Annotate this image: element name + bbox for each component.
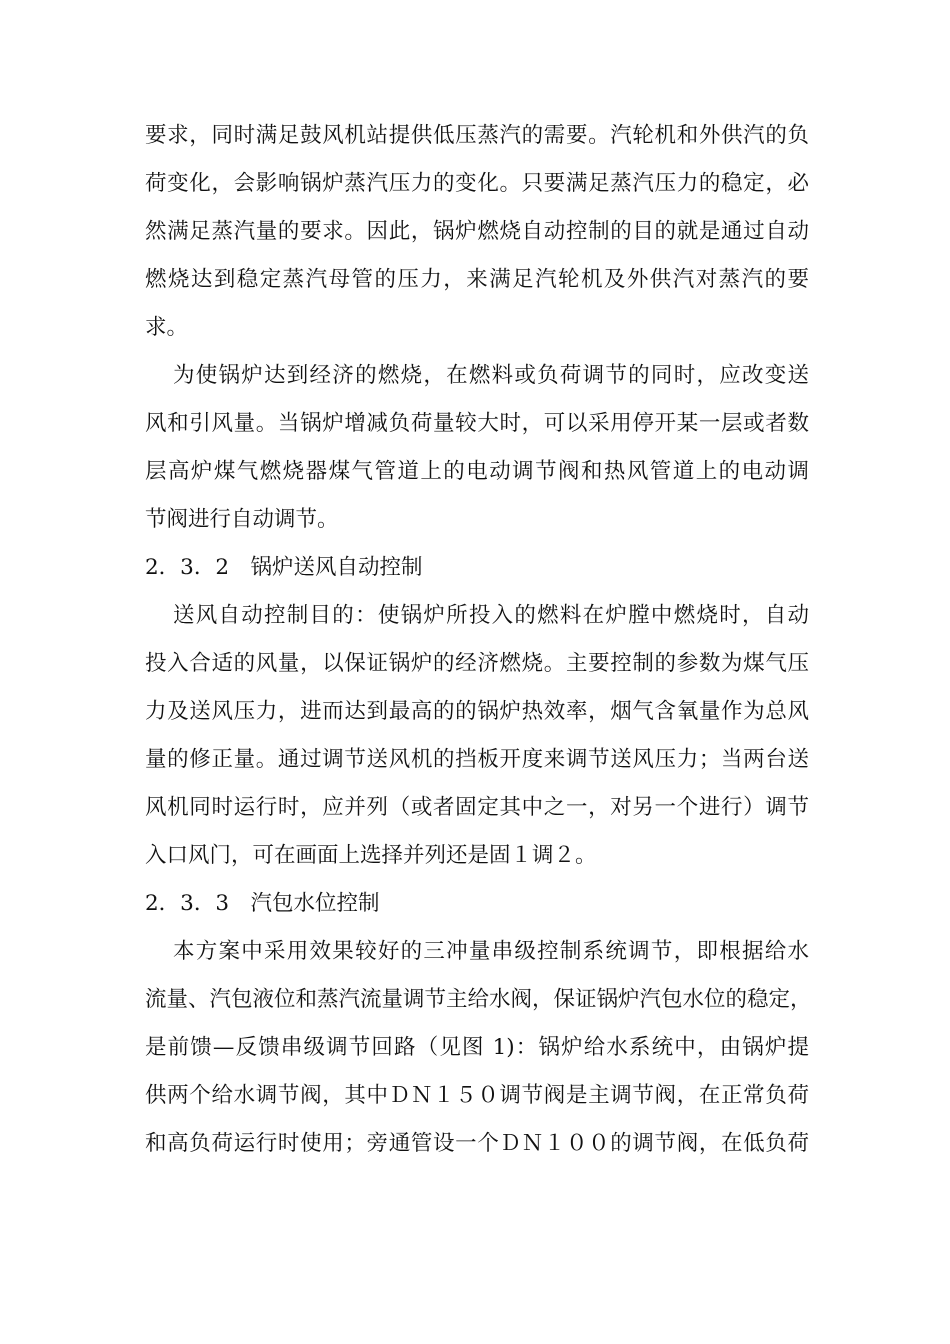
text-line: 本方案中采用效果较好的三冲量串级控制系统调节，即根据给水 <box>173 939 809 964</box>
paragraph-air-supply-control <box>145 592 809 880</box>
text-line: 荷变化，会影响锅炉蒸汽压力的变化。只要满足蒸汽压力的稳定，必 <box>145 171 809 196</box>
text-line: 要求，同时满足鼓风机站提供低压蒸汽的需要。汽轮机和外供汽的负 <box>145 123 809 148</box>
text-line: 和高负荷运行时使用；旁通管设一个ＤＮ１００的调节阀，在低负荷 <box>145 1131 809 1156</box>
section-heading-2-3-2: 2．3．2 锅炉送风自动控制 <box>145 555 423 580</box>
text-line: 为使锅炉达到经济的燃烧，在燃料或负荷调节的同时，应改变送 <box>173 363 809 388</box>
paragraph-economic-combustion <box>145 352 809 544</box>
text-line: 供两个给水调节阀，其中ＤＮ１５０调节阀是主调节阀，在正常负荷 <box>145 1083 809 1108</box>
text-line: 入口风门，可在画面上选择并列还是固１调２。 <box>145 843 597 868</box>
text-line: 燃烧达到稳定蒸汽母管的压力，来满足汽轮机及外供汽对蒸汽的要 <box>145 267 809 292</box>
text-line: 是前馈—反馈串级调节回路（见图 1)：锅炉给水系统中，由锅炉提 <box>145 1035 809 1060</box>
text-line: 投入合适的风量，以保证锅炉的经济燃烧。主要控制的参数为煤气压 <box>145 651 809 676</box>
text-line: 送风自动控制目的：使锅炉所投入的燃料在炉膛中燃烧时，自动 <box>173 603 809 628</box>
paragraph-drum-level-control <box>145 928 812 1168</box>
text-line: 节阀进行自动调节。 <box>145 507 339 532</box>
text-line: 量的修正量。通过调节送风机的挡板开度来调节送风压力；当两台送 <box>145 747 809 772</box>
paragraph-combustion-control-purpose <box>145 112 809 352</box>
text-line: 风和引风量。当锅炉增减负荷量较大时，可以采用停开某一层或者数 <box>145 411 809 436</box>
text-line: 力及送风压力，进而达到最高的的锅炉热效率，烟气含氧量作为总风 <box>145 699 809 724</box>
text-line: 求。 <box>145 315 189 340</box>
text-line: 流量、汽包液位和蒸汽流量调节主给水阀，保证锅炉汽包水位的稳定， <box>145 987 812 1012</box>
section-heading-2-3-3: 2．3．3 汽包水位控制 <box>145 891 380 916</box>
document-body <box>145 112 812 1168</box>
text-line: 风机同时运行时，应并列（或者固定其中之一，对另一个进行）调节 <box>145 795 809 820</box>
text-line: 层高炉煤气燃烧器煤气管道上的电动调节阀和热风管道上的电动调 <box>145 459 809 484</box>
text-line: 然满足蒸汽量的要求。因此，锅炉燃烧自动控制的目的就是通过自动 <box>145 219 809 244</box>
